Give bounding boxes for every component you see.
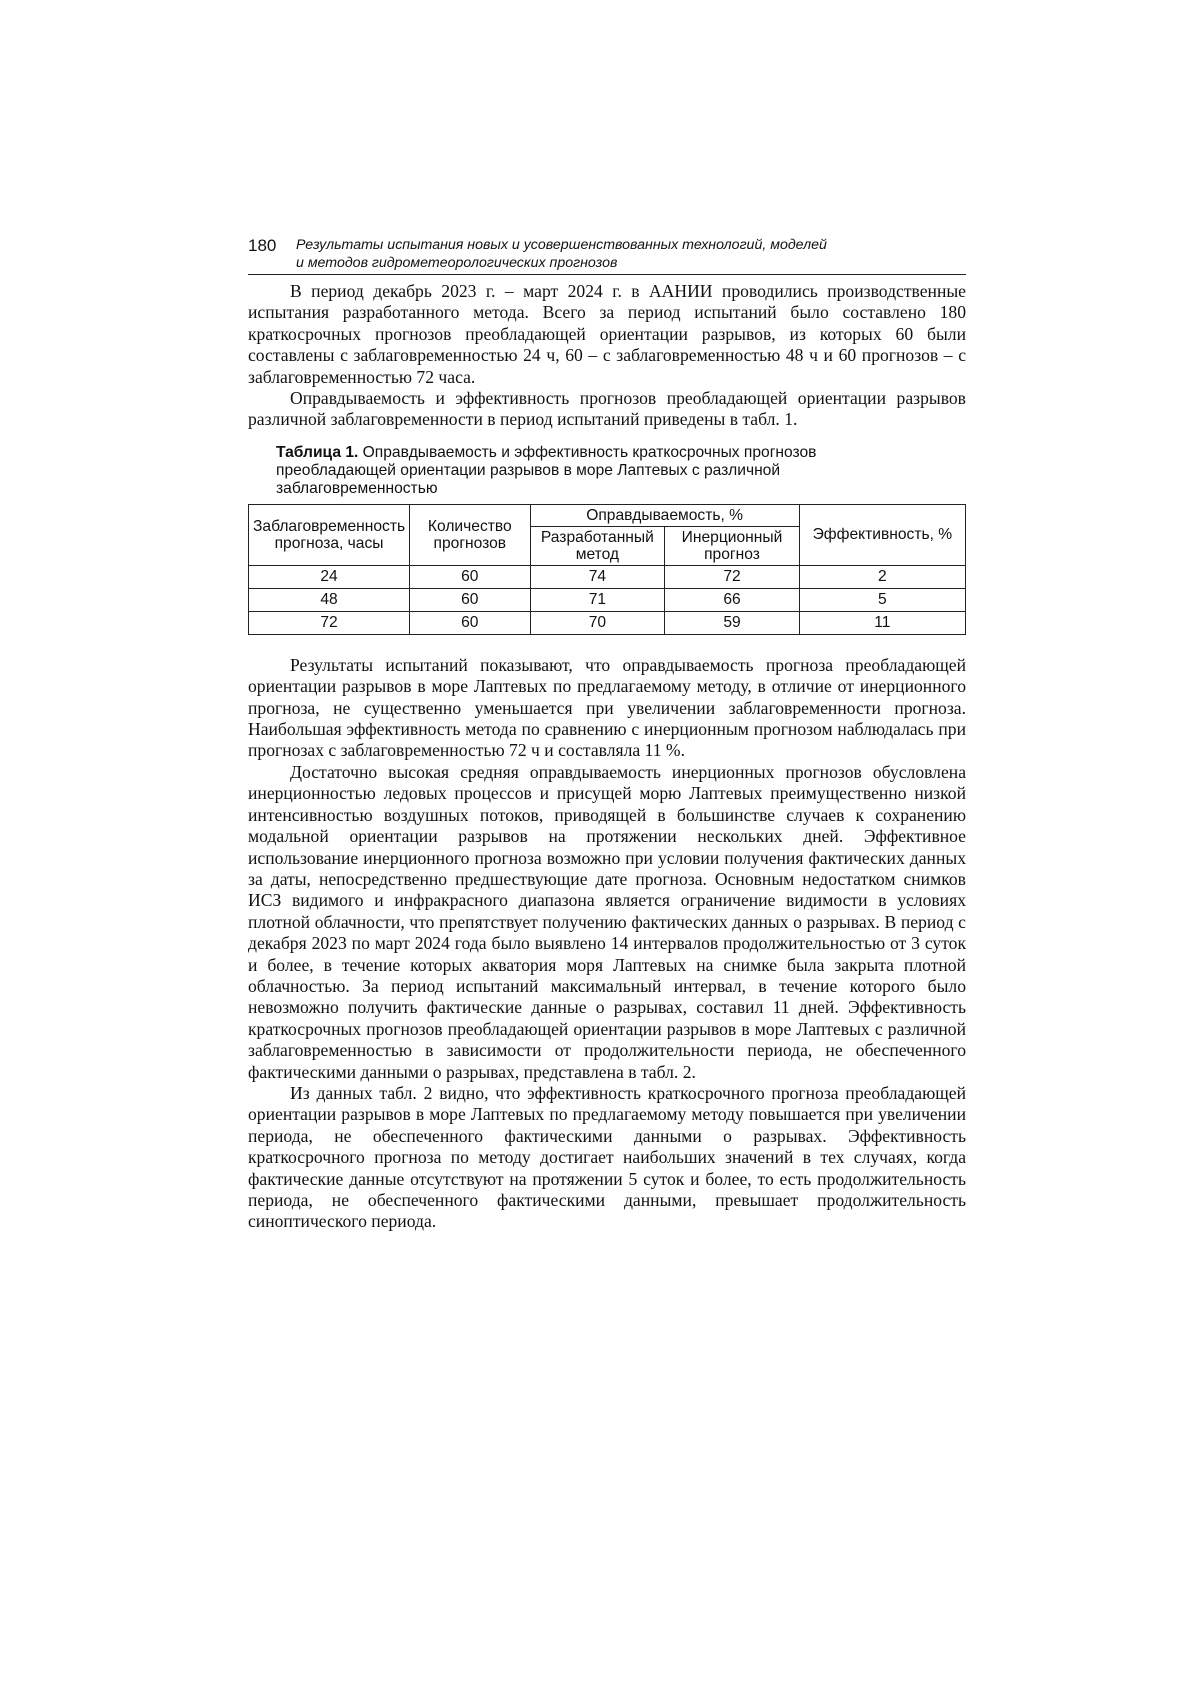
cell-efficiency: 5 <box>799 588 965 611</box>
paragraph-table2-findings: Из данных табл. 2 видно, что эффективность краткосрочного прогноза преобладающей ориентации разрывов в море Лаптевых по предлагаемому методу повышается при увеличении периода, не обеспеченного фактическими данными о разрывах. Эффективность краткосрочного прогноза по методу достигает наибольших значений в тех случаях, когда фактические данные отсутствуют на протяжении 5 суток и более, то есть продолжительность периода, не обеспеченного фактическими данными, превышает продолжительность синоптического периода. <box>248 1082 966 1232</box>
paragraph-testing-period: В период декабрь 2023 г. – март 2024 г. в ААНИИ проводились производственные испытания разработанного метода. Всего за период испытаний было составлено 180 краткосрочных прогнозов преобладающей ориентации разрывов, из которых 60 были составлены с заблаговременностью 24 ч, 60 – с заблаговременностью 48 ч и 60 прогнозов – с заблаговременностью 72 часа. <box>248 281 966 387</box>
cell-count: 60 <box>410 588 530 611</box>
table-caption-label: Таблица 1. <box>276 443 359 461</box>
cell-developed-method: 74 <box>530 565 665 588</box>
table-row <box>249 588 966 611</box>
header-efficiency: Эффективность, % <box>799 504 965 565</box>
paragraph-inertial-accuracy: Достаточно высокая средняя оправдываемость инерционных прогнозов обусловлена инерционностью ледовых процессов и присущей морю Лаптевых преимущественно низкой интенсивностью воздушных потоков, приводящей в большинстве случаев к сохранению модальной ориентации разрывов на протяжении нескольких дней. Эффективное использование инерционного прогноза возможно при условии получения фактических данных за даты, непосредственно предшествующие дате прогноза. Основным недостатком снимков ИСЗ видимого и инфракрасного диапазона является ограничение видимости в условиях плотной облачности, что препятствует получению фактических данных о разрывах. В период с декабря 2023 по март 2024 года было выявлено 14 интервалов продолжительностью от 3 суток и более, в течение которых акватория моря Лаптевых на снимке была закрыта плотной облачностью. За период испытаний максимальный интервал, в течение которого было невозможно получить фактические данные о разрывах, составил 11 дней. Эффективность краткосрочных прогнозов преобладающей ориентации разрывов в море Лаптевых с различной заблаговременностью в зависимости от продолжительности периода, не обеспеченного фактическими данными о разрывах, представлена в табл. 2. <box>248 761 966 1082</box>
cell-count: 60 <box>410 611 530 634</box>
running-title-line-2: и методов гидрометеорологических прогнозов <box>296 254 618 271</box>
page <box>248 236 966 1233</box>
table-row <box>249 611 966 634</box>
header-inertial-forecast: Инерционный прогноз <box>665 526 799 565</box>
accuracy-table <box>248 504 966 635</box>
cell-lead-time: 72 <box>249 611 410 634</box>
table-caption <box>276 444 926 498</box>
cell-lead-time: 48 <box>249 588 410 611</box>
table-caption-text: Оправдываемость и эффективность краткосрочных прогнозов преобладающей ориентации разрывов в море Лаптевых с различной заблаговременностью <box>276 443 817 497</box>
cell-efficiency: 2 <box>799 565 965 588</box>
page-number: 180 <box>248 236 277 255</box>
running-title <box>296 237 827 272</box>
cell-efficiency: 11 <box>799 611 965 634</box>
cell-inertial: 66 <box>665 588 799 611</box>
cell-developed-method: 71 <box>530 588 665 611</box>
cell-count: 60 <box>410 565 530 588</box>
cell-developed-method: 70 <box>530 611 665 634</box>
paragraph-table-reference: Оправдываемость и эффективность прогнозов преобладающей ориентации разрывов различной заблаговременности в период испытаний приведены в табл. 1. <box>248 388 966 430</box>
running-header <box>248 236 966 275</box>
cell-inertial: 59 <box>665 611 799 634</box>
table-row <box>249 565 966 588</box>
cell-inertial: 72 <box>665 565 799 588</box>
header-developed-method: Разработанный метод <box>530 526 665 565</box>
header-lead-time: Заблаговременность прогноза, часы <box>249 504 410 565</box>
paragraph-results: Результаты испытаний показывают, что оправдываемость прогноза преобладающей ориентации разрывов в море Лаптевых по предлагаемому методу, в отличие от инерционного прогноза, не существенно уменьшается при увеличении заблаговременности прогноза. Наибольшая эффективность метода по сравнению с инерционным прогнозом наблюдалась при прогнозах с заблаговременностью 72 ч и составляла 11 %. <box>248 654 966 761</box>
header-forecast-count: Количество прогнозов <box>410 504 530 565</box>
cell-lead-time: 24 <box>249 565 410 588</box>
running-title-line-1: Результаты испытания новых и усовершенствованных технологий, моделей <box>296 237 827 253</box>
header-accuracy: Оправдываемость, % <box>530 504 799 526</box>
